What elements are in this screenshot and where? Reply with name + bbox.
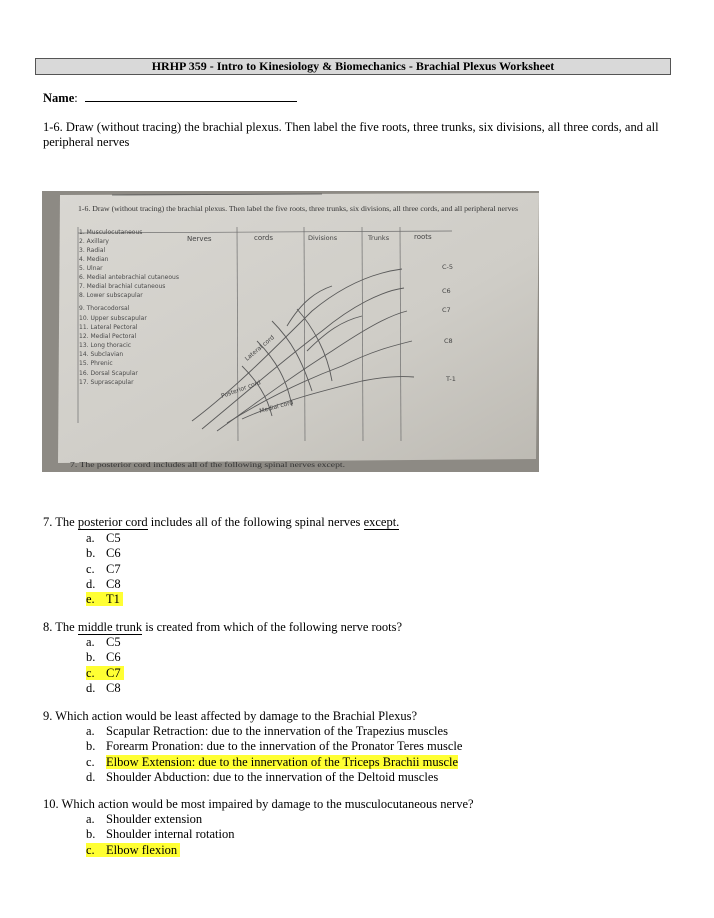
root-label: C7 [442, 306, 451, 314]
q10-option-b[interactable]: b. Shoulder internal rotation [86, 827, 235, 842]
q7-except: except. [363, 515, 400, 529]
nerve-list-item: 6. Medial antebrachial cutaneous [79, 274, 179, 281]
answer-highlight: e. T1 [86, 592, 123, 606]
name-field[interactable]: Name: [43, 90, 297, 106]
q9-option-c[interactable]: c. Elbow Extension: due to the innervation of the Triceps Brachii muscle [86, 754, 459, 769]
root-label: C8 [444, 337, 453, 345]
nerve-list-item: 10. Upper subscapular [79, 315, 147, 322]
q8-option-d[interactable]: d. C8 [86, 680, 121, 695]
col-divisions: Divisions [308, 234, 338, 242]
q10-option-c[interactable] [86, 843, 234, 858]
q10-options [86, 812, 234, 858]
q8-option-c[interactable] [86, 666, 124, 681]
question-9: 9. Which action would be least affected by damage to the Brachial Plexus? [43, 709, 418, 723]
nerve-list-item: 4. Median [79, 256, 109, 263]
drawing-instructions: 1-6. Draw (without tracing) the brachial plexus. Then label the five roots, three trunks, six divisions, all three cords, and all peripheral nerves [43, 120, 659, 149]
nerve-list-item: 15. Phrenic [79, 360, 113, 367]
brachial-plexus-photo [42, 191, 539, 472]
q10-option-a[interactable]: a. Shoulder extension [86, 812, 203, 826]
question-10: 10. Which action would be most impaired by damage to the musculocutaneous nerve? [43, 797, 474, 811]
nerve-list-item: 13. Long thoracic [79, 342, 132, 349]
photo-instructions: 1-6. Draw (without tracing) the brachial plexus. Then label the five roots, three trunks, six divisions, all three cords, and all peripheral nerves [78, 205, 519, 213]
q7-option-a[interactable]: a. C5 [86, 531, 121, 545]
nerve-list-item: 5. Ulnar [79, 265, 103, 272]
col-cords: cords [254, 234, 273, 242]
q8-options [86, 635, 124, 696]
nerve-list-item: 2. Axillary [79, 238, 109, 245]
diagram-label-posterior-cord: Posterior cord [220, 379, 262, 400]
col-roots: roots [414, 233, 432, 241]
answer-highlight: Elbow Extension: due to the innervation of the Triceps Brachii muscle [106, 754, 459, 769]
q9-option-a[interactable]: a. Scapular Retraction: due to the innervation of the Trapezius muscles [86, 724, 448, 738]
nerve-list-item: 1. Musculocutaneous [79, 229, 143, 236]
photo-bottom-text: 7. The posterior cord includes all of the following spinal nerves except. [70, 461, 346, 469]
nerve-list-item: 14. Subclavian [79, 351, 124, 358]
nerve-list-item: 7. Medial brachial cutaneous [79, 283, 166, 290]
question-7: 7. The posterior cord includes all of the following spinal nerves except. [43, 515, 400, 529]
col-nerves: Nerves [187, 235, 212, 243]
diagram-label-lateral-cord: Lateral cord [243, 334, 276, 363]
q8-option-b[interactable]: b. C6 [86, 650, 121, 665]
q9-options [86, 724, 462, 785]
q7-underlined-term: posterior cord [77, 515, 148, 529]
question-8: 8. The middle trunk is created from which of the following nerve roots? [43, 620, 403, 634]
q7-option-b[interactable]: b. C6 [86, 546, 121, 561]
root-label: T-1 [446, 375, 456, 383]
name-blank-line[interactable] [85, 90, 297, 102]
worksheet-title: HRHP 359 - Intro to Kinesiology & Biomechanics - Brachial Plexus Worksheet [35, 58, 671, 75]
name-label: Name [43, 91, 75, 105]
answer-highlight: c. C7 [86, 666, 124, 680]
nerve-list-item: 12. Medial Pectoral [79, 333, 137, 340]
nerve-list-item: 11. Lateral Pectoral [79, 324, 138, 331]
col-trunks: Trunks [368, 234, 390, 242]
q7-option-d[interactable]: d. C8 [86, 576, 121, 591]
q7-options [86, 531, 123, 607]
q9-option-d[interactable]: d. Shoulder Abduction: due to the innervation of the Deltoid muscles [86, 769, 439, 784]
nerve-list-item: 8. Lower subscapular [79, 292, 143, 299]
q8-option-a[interactable]: a. C5 [86, 635, 121, 649]
nerve-list-item: 9. Thoracodorsal [79, 305, 130, 312]
nerve-list-item: 3. Radial [79, 247, 106, 254]
q7-option-e[interactable] [86, 592, 123, 607]
q8-underlined-term: middle trunk [77, 620, 143, 634]
q9-option-b[interactable]: b. Forearm Pronation: due to the innervation of the Pronator Teres muscle [86, 739, 463, 754]
root-label: C6 [442, 287, 451, 295]
answer-highlight: c. Elbow flexion [86, 843, 180, 857]
nerve-list-item: 16. Dorsal Scapular [79, 370, 138, 377]
diagram-label-medial-cord: Medial cord [258, 399, 295, 415]
q7-option-c[interactable]: c. C7 [86, 561, 121, 576]
root-label: C-5 [442, 263, 454, 271]
nerve-list-item: 17. Suprascapular [79, 379, 134, 386]
